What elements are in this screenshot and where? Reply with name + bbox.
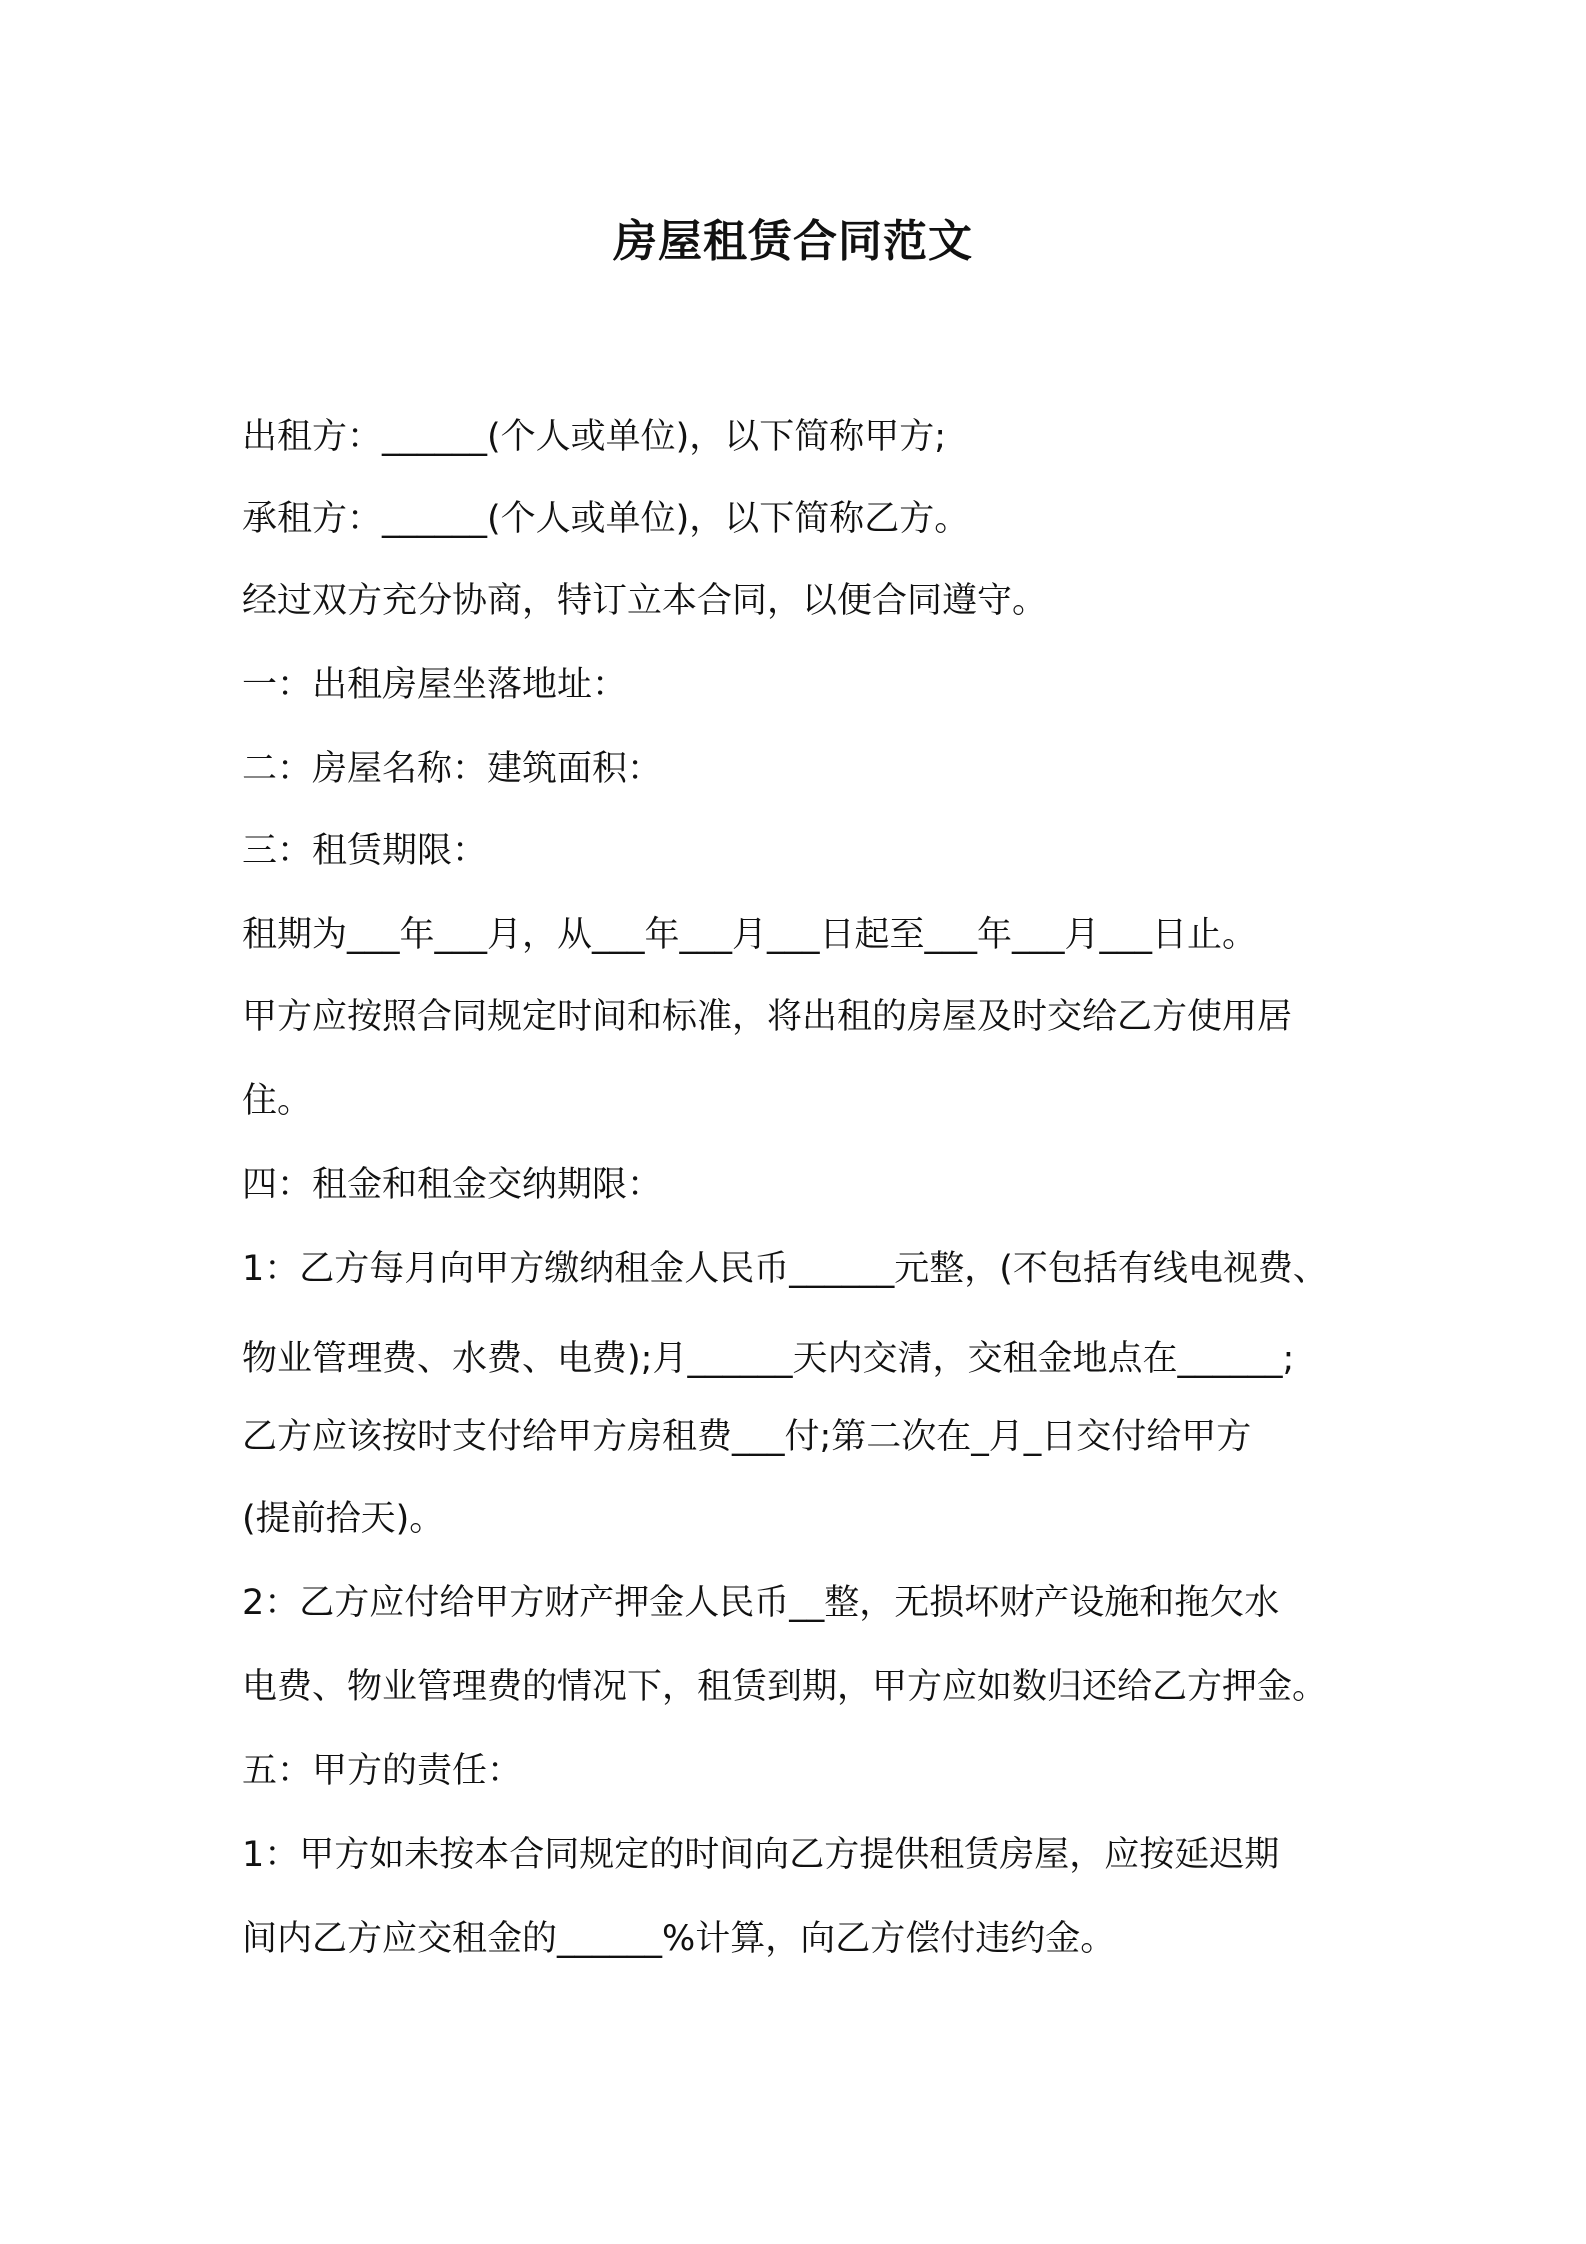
text-line-delivery-2: 住。 (242, 1081, 313, 1121)
text-line-term-period: 租期为___年___月，从___年___月___日起至___年___月___日止。 (242, 915, 1258, 955)
text-line-delivery-1: 甲方应按照合同规定时间和标准，将出租的房屋及时交给乙方使用居 (242, 997, 1293, 1037)
text-line-deposit-2: 电费、物业管理费的情况下，租赁到期，甲方应如数归还给乙方押金。 (242, 1667, 1328, 1707)
text-line-rent-2: 物业管理费、水费、电费);月______天内交清，交租金地点在______; (242, 1339, 1295, 1379)
section-heading-name-area: 二：房屋名称：建筑面积： (242, 749, 663, 789)
text-line-duty-1: 1：甲方如未按本合同规定的时间向乙方提供租赁房屋，应按延迟期 (242, 1835, 1280, 1875)
text-line-agreement: 经过双方充分协商，特订立本合同，以便合同遵守。 (242, 581, 1048, 621)
text-line-rent-3: 乙方应该按时支付给甲方房租费___付;第二次在_月_日交付给甲方 (242, 1417, 1252, 1457)
section-heading-rent: 四：租金和租金交纳期限： (242, 1165, 663, 1205)
text-line-rent-1: 1：乙方每月向甲方缴纳租金人民币______元整，(不包括有线电视费、 (242, 1249, 1328, 1289)
text-line-duty-2: 间内乙方应交租金的______%计算，向乙方偿付违约金。 (242, 1919, 1116, 1959)
text-line-deposit-1: 2：乙方应付给甲方财产押金人民币__整，无损坏财产设施和拖欠水 (242, 1583, 1280, 1623)
section-heading-lessor-duty: 五：甲方的责任： (242, 1751, 523, 1791)
text-line-lessee: 承租方：______(个人或单位)，以下简称乙方。 (242, 499, 970, 539)
section-heading-term: 三：租赁期限： (242, 831, 488, 871)
section-heading-address: 一：出租房屋坐落地址： (242, 665, 628, 705)
text-line-lessor: 出租方：______(个人或单位)，以下简称甲方; (242, 417, 947, 457)
text-line-rent-4: (提前拾天)。 (242, 1499, 445, 1539)
document-title: 房屋租赁合同范文 (613, 216, 973, 267)
